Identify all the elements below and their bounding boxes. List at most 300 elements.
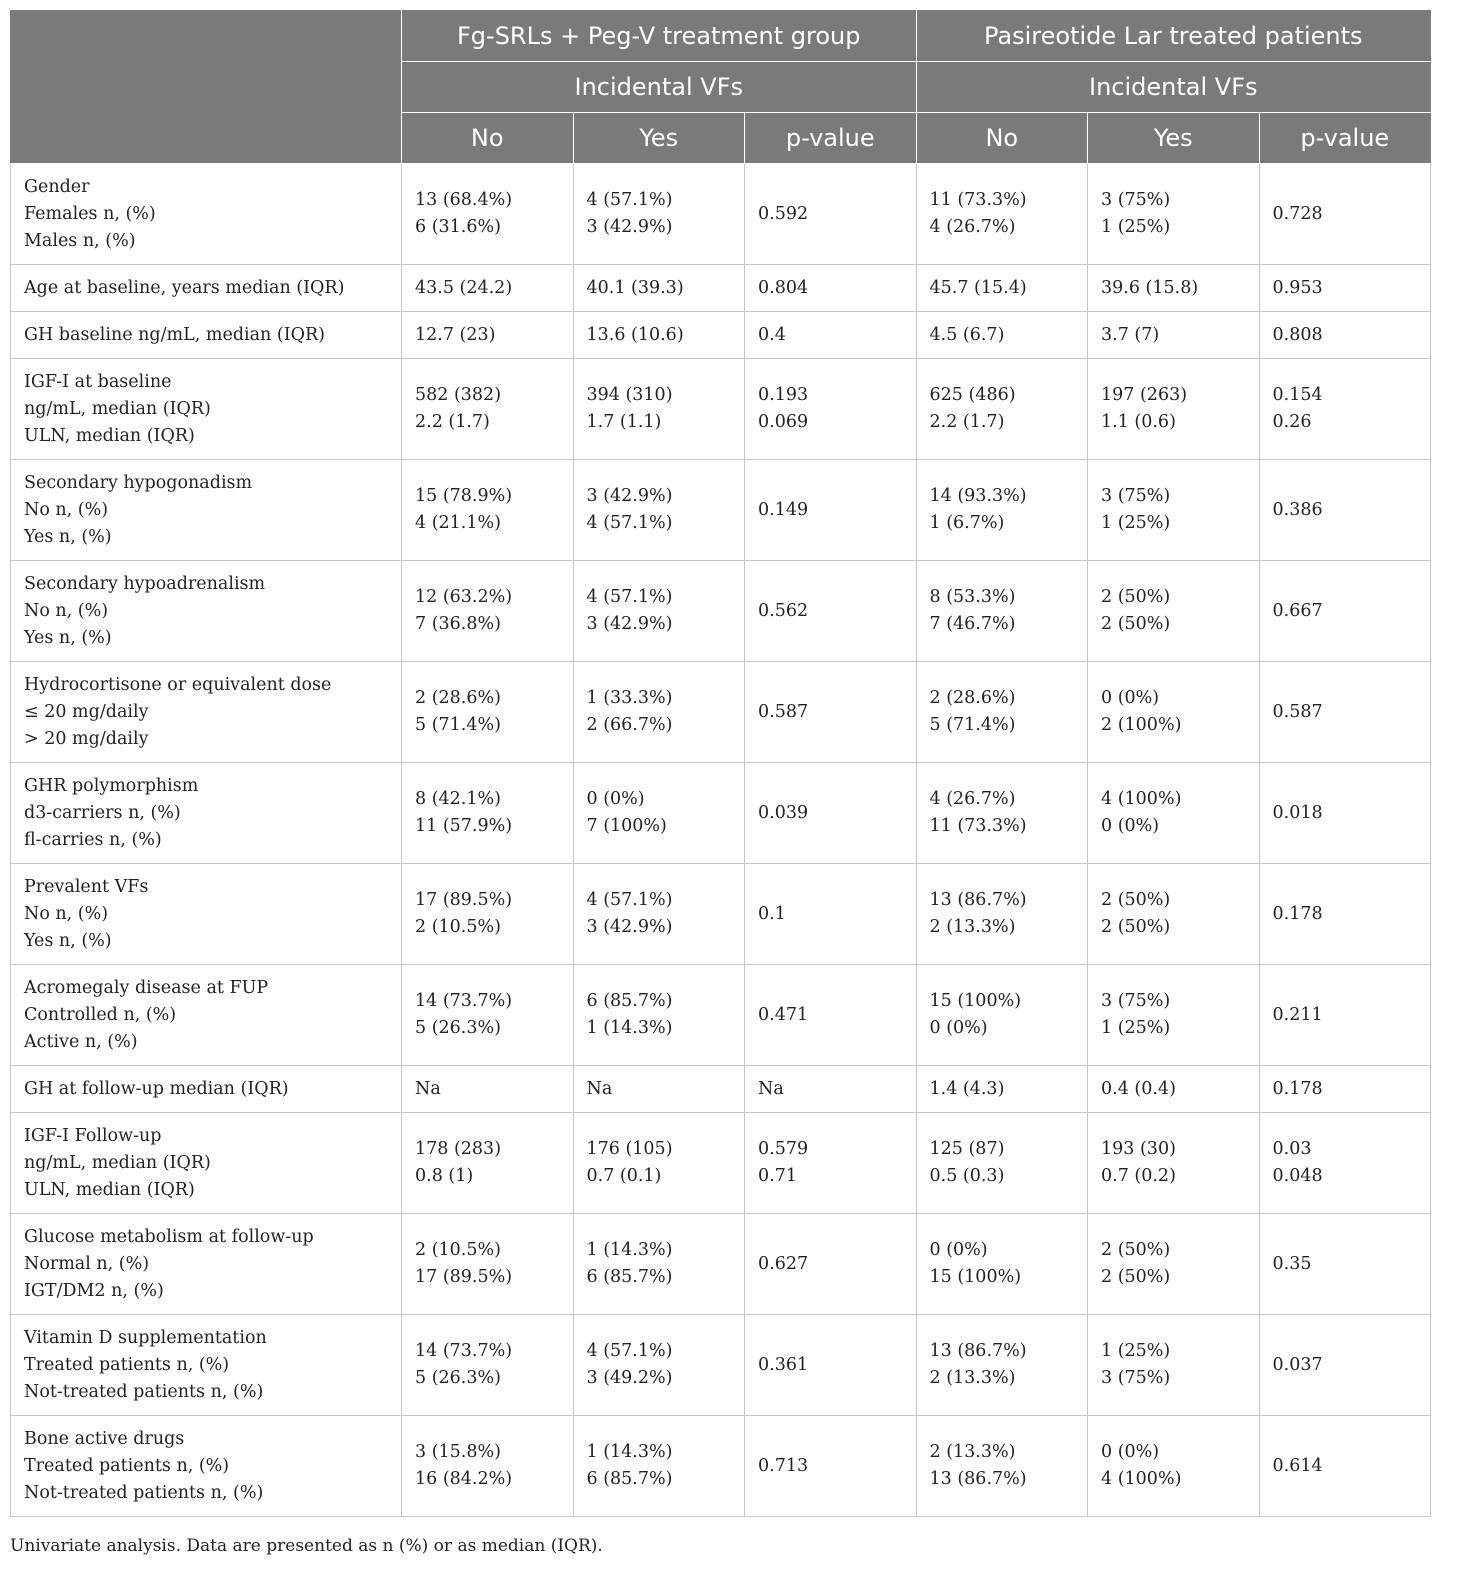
cell-value: 394 (310) bbox=[586, 385, 673, 405]
cell-value: 0.71 bbox=[758, 1166, 797, 1186]
cell-pas-pvalue bbox=[1259, 864, 1431, 965]
header-col-yes-1: Yes bbox=[573, 113, 745, 164]
cell-value: 13 (86.7%) bbox=[929, 890, 1027, 910]
cell-value: 1.7 (1.1) bbox=[586, 412, 662, 432]
cell-value: 4 (57.1%) bbox=[586, 513, 673, 533]
cell-value: 0.579 bbox=[758, 1139, 809, 1159]
cell-fg-pvalue bbox=[745, 265, 917, 312]
cell-value: 0.03 bbox=[1272, 1139, 1312, 1159]
cell-fg-pvalue bbox=[745, 164, 917, 265]
cell-pas-yes bbox=[1088, 1315, 1260, 1416]
cell-value: 4 (26.7%) bbox=[929, 217, 1016, 237]
cell-pas-pvalue bbox=[1259, 1214, 1431, 1315]
row-label-line: Vitamin D supplementation bbox=[24, 1327, 267, 1348]
cell-value: 11 (73.3%) bbox=[929, 190, 1027, 210]
cell-value: 2 (13.3%) bbox=[929, 917, 1016, 937]
cell-value: 2 (50%) bbox=[1101, 890, 1171, 910]
cell-fg-pvalue bbox=[745, 1066, 917, 1113]
cell-pas-pvalue bbox=[1259, 460, 1431, 561]
cell-fg-yes bbox=[573, 1315, 745, 1416]
cell-pas-pvalue bbox=[1259, 312, 1431, 359]
cell-value: 0.7 (0.1) bbox=[586, 1166, 662, 1186]
cell-value: 4 (57.1%) bbox=[586, 587, 673, 607]
cell-pas-pvalue bbox=[1259, 1066, 1431, 1113]
row-label-line: IGT/DM2 n, (%) bbox=[24, 1280, 164, 1301]
cell-pas-no bbox=[916, 1066, 1088, 1113]
cell-pas-yes bbox=[1088, 763, 1260, 864]
row-label-line: Yes n, (%) bbox=[24, 526, 112, 547]
cell-value: 8 (53.3%) bbox=[929, 587, 1016, 607]
cell-pas-pvalue bbox=[1259, 164, 1431, 265]
cell-pas-no bbox=[916, 763, 1088, 864]
cell-value: 1 (14.3%) bbox=[586, 1240, 673, 1260]
row-label bbox=[11, 662, 402, 763]
cell-value: 7 (46.7%) bbox=[929, 614, 1016, 634]
cell-value: 3 (42.9%) bbox=[586, 917, 673, 937]
cell-value: 3 (75%) bbox=[1101, 190, 1171, 210]
cell-fg-no bbox=[402, 965, 574, 1066]
cell-pas-no bbox=[916, 1315, 1088, 1416]
row-label bbox=[11, 359, 402, 460]
table-row bbox=[11, 1315, 1431, 1416]
cell-value: 15 (100%) bbox=[929, 1267, 1022, 1287]
row-label-line: Females n, (%) bbox=[24, 203, 156, 224]
table-row bbox=[11, 312, 1431, 359]
row-label-line: GH baseline ng/mL, median (IQR) bbox=[24, 324, 325, 345]
cell-pas-no bbox=[916, 265, 1088, 312]
cell-value: 2 (10.5%) bbox=[415, 917, 501, 937]
cell-pas-yes bbox=[1088, 1416, 1260, 1517]
cell-fg-pvalue bbox=[745, 1315, 917, 1416]
cell-pas-no bbox=[916, 312, 1088, 359]
cell-fg-yes bbox=[573, 164, 745, 265]
results-table bbox=[10, 10, 1431, 1517]
cell-value: 3 (75%) bbox=[1101, 991, 1171, 1011]
cell-value: 39.6 (15.8) bbox=[1101, 277, 1199, 298]
cell-fg-yes bbox=[573, 561, 745, 662]
cell-pas-pvalue bbox=[1259, 359, 1431, 460]
cell-pas-pvalue bbox=[1259, 265, 1431, 312]
cell-value: 0.562 bbox=[758, 600, 809, 621]
cell-fg-no bbox=[402, 265, 574, 312]
table-row bbox=[11, 164, 1431, 265]
cell-value: 6 (85.7%) bbox=[586, 1267, 673, 1287]
cell-value: 0.4 bbox=[758, 324, 786, 345]
cell-value: 0.178 bbox=[1272, 1078, 1323, 1099]
cell-value: 14 (93.3%) bbox=[929, 486, 1027, 506]
cell-value: 15 (100%) bbox=[929, 991, 1022, 1011]
row-label-line: Males n, (%) bbox=[24, 230, 136, 251]
header-group-2: Pasireotide Lar treated patients bbox=[916, 11, 1431, 62]
cell-pas-yes bbox=[1088, 1066, 1260, 1113]
row-label-line: Treated patients n, (%) bbox=[24, 1455, 230, 1476]
cell-value: 6 (85.7%) bbox=[586, 1469, 673, 1489]
row-label-line: Glucose metabolism at follow-up bbox=[24, 1226, 314, 1247]
table-row bbox=[11, 460, 1431, 561]
cell-value: 0.178 bbox=[1272, 903, 1323, 924]
cell-value: 0.4 (0.4) bbox=[1101, 1078, 1176, 1099]
cell-value: 1 (25%) bbox=[1101, 1018, 1171, 1038]
cell-value: 11 (73.3%) bbox=[929, 816, 1027, 836]
row-label bbox=[11, 1066, 402, 1113]
cell-value: 0.713 bbox=[758, 1455, 809, 1476]
row-label-line: Secondary hypogonadism bbox=[24, 472, 253, 493]
cell-value: 4.5 (6.7) bbox=[929, 324, 1005, 345]
header-col-yes-2: Yes bbox=[1088, 113, 1260, 164]
cell-value: 625 (486) bbox=[929, 385, 1016, 405]
cell-value: 1.1 (0.6) bbox=[1101, 412, 1176, 432]
row-label bbox=[11, 312, 402, 359]
header-subgroup-1: Incidental VFs bbox=[402, 62, 917, 113]
cell-value: 2 (50%) bbox=[1101, 917, 1171, 937]
cell-value: 0.26 bbox=[1272, 412, 1312, 432]
cell-fg-no bbox=[402, 1416, 574, 1517]
cell-pas-pvalue bbox=[1259, 1315, 1431, 1416]
cell-pas-pvalue bbox=[1259, 965, 1431, 1066]
cell-value: 16 (84.2%) bbox=[415, 1469, 513, 1489]
row-label-line: Active n, (%) bbox=[24, 1031, 138, 1052]
cell-fg-no bbox=[402, 763, 574, 864]
cell-value: 0.953 bbox=[1272, 277, 1323, 298]
cell-value: 0.587 bbox=[758, 701, 809, 722]
cell-pas-yes bbox=[1088, 164, 1260, 265]
cell-pas-no bbox=[916, 460, 1088, 561]
row-label bbox=[11, 561, 402, 662]
cell-value: 3 (15.8%) bbox=[415, 1442, 501, 1462]
row-label-line: > 20 mg/daily bbox=[24, 728, 149, 749]
row-label bbox=[11, 460, 402, 561]
cell-value: 3 (42.9%) bbox=[586, 614, 673, 634]
cell-value: 2 (66.7%) bbox=[586, 715, 673, 735]
cell-pas-no bbox=[916, 164, 1088, 265]
cell-fg-pvalue bbox=[745, 662, 917, 763]
cell-value: 3 (75%) bbox=[1101, 486, 1171, 506]
row-label bbox=[11, 864, 402, 965]
cell-fg-pvalue bbox=[745, 1416, 917, 1517]
row-label-line: IGF-I Follow-up bbox=[24, 1125, 162, 1146]
cell-fg-no bbox=[402, 460, 574, 561]
cell-value: 13.6 (10.6) bbox=[586, 324, 684, 345]
row-label-line: Yes n, (%) bbox=[24, 930, 112, 951]
cell-value: 1 (14.3%) bbox=[586, 1018, 673, 1038]
cell-fg-yes bbox=[573, 662, 745, 763]
header-subgroup-2: Incidental VFs bbox=[916, 62, 1431, 113]
cell-value: 2.2 (1.7) bbox=[929, 412, 1005, 432]
cell-value: 2 (13.3%) bbox=[929, 1442, 1016, 1462]
row-label-line: No n, (%) bbox=[24, 903, 109, 924]
cell-pas-yes bbox=[1088, 864, 1260, 965]
cell-pas-yes bbox=[1088, 359, 1260, 460]
cell-pas-yes bbox=[1088, 265, 1260, 312]
cell-value: 13 (86.7%) bbox=[929, 1469, 1027, 1489]
cell-value: 0.069 bbox=[758, 412, 809, 432]
cell-pas-pvalue bbox=[1259, 763, 1431, 864]
cell-value: 0.361 bbox=[758, 1354, 809, 1375]
cell-fg-yes bbox=[573, 864, 745, 965]
cell-value: 1 (25%) bbox=[1101, 1341, 1171, 1361]
row-label-line: ng/mL, median (IQR) bbox=[24, 398, 211, 419]
cell-value: Na bbox=[415, 1078, 441, 1099]
table-row bbox=[11, 864, 1431, 965]
cell-value: 4 (100%) bbox=[1101, 1469, 1182, 1489]
cell-fg-yes bbox=[573, 1416, 745, 1517]
row-label-line: Not-treated patients n, (%) bbox=[24, 1482, 264, 1503]
cell-value: 0.037 bbox=[1272, 1354, 1323, 1375]
row-label-line: d3-carriers n, (%) bbox=[24, 802, 181, 823]
cell-value: 0.5 (0.3) bbox=[929, 1166, 1005, 1186]
cell-value: 0.193 bbox=[758, 385, 809, 405]
cell-value: 0.627 bbox=[758, 1253, 809, 1274]
table-row bbox=[11, 1066, 1431, 1113]
cell-value: 17 (89.5%) bbox=[415, 890, 513, 910]
cell-value: 1 (25%) bbox=[1101, 513, 1171, 533]
cell-value: 2 (50%) bbox=[1101, 614, 1171, 634]
row-label-line: Hydrocortisone or equivalent dose bbox=[24, 674, 332, 695]
cell-value: 0.592 bbox=[758, 203, 809, 224]
cell-value: 1.4 (4.3) bbox=[929, 1078, 1005, 1099]
cell-value: 14 (73.7%) bbox=[415, 991, 513, 1011]
cell-pas-yes bbox=[1088, 662, 1260, 763]
cell-value: 0.35 bbox=[1272, 1253, 1312, 1274]
cell-value: 2 (28.6%) bbox=[929, 688, 1016, 708]
table-row bbox=[11, 561, 1431, 662]
cell-pas-pvalue bbox=[1259, 1113, 1431, 1214]
cell-value: 582 (382) bbox=[415, 385, 502, 405]
row-label-line: IGF-I at baseline bbox=[24, 371, 172, 392]
table-body bbox=[11, 164, 1431, 1517]
row-label-line: Age at baseline, years median (IQR) bbox=[24, 277, 345, 298]
cell-value: Na bbox=[758, 1078, 784, 1099]
cell-pas-yes bbox=[1088, 561, 1260, 662]
cell-value: 6 (85.7%) bbox=[586, 991, 673, 1011]
header-col-no-1: No bbox=[402, 113, 574, 164]
row-label-line: ng/mL, median (IQR) bbox=[24, 1152, 211, 1173]
cell-value: 43.5 (24.2) bbox=[415, 277, 513, 298]
cell-fg-no bbox=[402, 1214, 574, 1315]
cell-value: 2 (50%) bbox=[1101, 1240, 1171, 1260]
cell-value: 2 (50%) bbox=[1101, 1267, 1171, 1287]
cell-value: 5 (26.3%) bbox=[415, 1368, 501, 1388]
cell-value: 4 (21.1%) bbox=[415, 513, 501, 533]
row-label bbox=[11, 1315, 402, 1416]
table-row bbox=[11, 1416, 1431, 1517]
cell-value: Na bbox=[586, 1078, 613, 1099]
cell-value: 5 (71.4%) bbox=[929, 715, 1016, 735]
cell-fg-pvalue bbox=[745, 312, 917, 359]
cell-fg-yes bbox=[573, 965, 745, 1066]
table-row bbox=[11, 763, 1431, 864]
cell-value: 0.386 bbox=[1272, 499, 1323, 520]
cell-value: 3.7 (7) bbox=[1101, 324, 1160, 345]
cell-value: 1 (6.7%) bbox=[929, 513, 1005, 533]
row-label-line: Acromegaly disease at FUP bbox=[24, 977, 269, 998]
cell-fg-no bbox=[402, 662, 574, 763]
cell-value: 0.039 bbox=[758, 802, 809, 823]
cell-value: 17 (89.5%) bbox=[415, 1267, 513, 1287]
table-footnote: Univariate analysis. Data are presented as n (%) or as median (IQR). bbox=[10, 1536, 603, 1556]
row-label bbox=[11, 1214, 402, 1315]
cell-value: 2 (10.5%) bbox=[415, 1240, 501, 1260]
cell-fg-no bbox=[402, 561, 574, 662]
cell-fg-yes bbox=[573, 359, 745, 460]
cell-value: 13 (68.4%) bbox=[415, 190, 513, 210]
cell-value: 7 (100%) bbox=[586, 816, 667, 836]
cell-value: 0.211 bbox=[1272, 1004, 1323, 1025]
cell-value: 178 (283) bbox=[415, 1139, 502, 1159]
cell-value: 125 (87) bbox=[929, 1139, 1005, 1159]
row-label bbox=[11, 763, 402, 864]
cell-value: 0.808 bbox=[1272, 324, 1323, 345]
cell-pas-pvalue bbox=[1259, 561, 1431, 662]
row-label-line: No n, (%) bbox=[24, 499, 109, 520]
cell-value: 15 (78.9%) bbox=[415, 486, 513, 506]
header-col-pvalue-1: p-value bbox=[745, 113, 917, 164]
cell-fg-pvalue bbox=[745, 460, 917, 561]
row-label-line: Normal n, (%) bbox=[24, 1253, 150, 1274]
cell-pas-pvalue bbox=[1259, 662, 1431, 763]
cell-fg-no bbox=[402, 164, 574, 265]
cell-value: 0.804 bbox=[758, 277, 809, 298]
row-label-line: Prevalent VFs bbox=[24, 876, 149, 897]
table-row bbox=[11, 1214, 1431, 1315]
cell-value: 2.2 (1.7) bbox=[415, 412, 490, 432]
row-label-line: fl-carries n, (%) bbox=[24, 829, 162, 850]
cell-pas-no bbox=[916, 359, 1088, 460]
cell-value: 12.7 (23) bbox=[415, 324, 496, 345]
cell-value: 3 (42.9%) bbox=[586, 217, 673, 237]
cell-pas-yes bbox=[1088, 1214, 1260, 1315]
row-label bbox=[11, 965, 402, 1066]
cell-value: 4 (57.1%) bbox=[586, 890, 673, 910]
cell-value: 12 (63.2%) bbox=[415, 587, 513, 607]
cell-fg-no bbox=[402, 1113, 574, 1214]
row-label-line: ≤ 20 mg/daily bbox=[24, 701, 149, 722]
table-row bbox=[11, 1113, 1431, 1214]
cell-fg-pvalue bbox=[745, 561, 917, 662]
table-row bbox=[11, 359, 1431, 460]
row-label bbox=[11, 1416, 402, 1517]
cell-value: 2 (28.6%) bbox=[415, 688, 501, 708]
cell-value: 0 (0%) bbox=[1101, 688, 1160, 708]
header-col-no-2: No bbox=[916, 113, 1088, 164]
cell-fg-no bbox=[402, 1315, 574, 1416]
cell-value: 0 (0%) bbox=[929, 1240, 988, 1260]
cell-pas-yes bbox=[1088, 1113, 1260, 1214]
cell-value: 176 (105) bbox=[586, 1139, 673, 1159]
table-row bbox=[11, 662, 1431, 763]
cell-value: 8 (42.1%) bbox=[415, 789, 501, 809]
cell-value: 4 (57.1%) bbox=[586, 1341, 673, 1361]
cell-value: 0 (0%) bbox=[1101, 816, 1160, 836]
cell-fg-yes bbox=[573, 460, 745, 561]
cell-fg-no bbox=[402, 312, 574, 359]
cell-fg-yes bbox=[573, 1066, 745, 1113]
row-label bbox=[11, 1113, 402, 1214]
row-label-line: GHR polymorphism bbox=[24, 775, 199, 796]
cell-value: 0 (0%) bbox=[586, 789, 645, 809]
cell-value: 0 (0%) bbox=[1101, 1442, 1160, 1462]
cell-value: 0.048 bbox=[1272, 1166, 1323, 1186]
cell-pas-no bbox=[916, 965, 1088, 1066]
cell-pas-no bbox=[916, 864, 1088, 965]
row-label-line: ULN, median (IQR) bbox=[24, 425, 195, 446]
row-label bbox=[11, 164, 402, 265]
row-label-line: Bone active drugs bbox=[24, 1428, 185, 1449]
cell-value: 0.471 bbox=[758, 1004, 809, 1025]
cell-value: 0.1 bbox=[758, 903, 786, 924]
table-container bbox=[10, 10, 1431, 1517]
cell-fg-yes bbox=[573, 763, 745, 864]
cell-value: 1 (25%) bbox=[1101, 217, 1171, 237]
row-label-line: Secondary hypoadrenalism bbox=[24, 573, 266, 594]
cell-fg-pvalue bbox=[745, 359, 917, 460]
cell-fg-no bbox=[402, 359, 574, 460]
cell-value: 13 (86.7%) bbox=[929, 1341, 1027, 1361]
cell-fg-no bbox=[402, 1066, 574, 1113]
cell-value: 14 (73.7%) bbox=[415, 1341, 513, 1361]
cell-pas-yes bbox=[1088, 965, 1260, 1066]
cell-pas-no bbox=[916, 1416, 1088, 1517]
cell-fg-pvalue bbox=[745, 1113, 917, 1214]
cell-value: 0.614 bbox=[1272, 1455, 1323, 1476]
cell-value: 40.1 (39.3) bbox=[586, 277, 684, 298]
cell-pas-no bbox=[916, 662, 1088, 763]
cell-fg-yes bbox=[573, 265, 745, 312]
row-label-line: GH at follow-up median (IQR) bbox=[24, 1078, 289, 1099]
row-label-line: Treated patients n, (%) bbox=[24, 1354, 230, 1375]
cell-value: 0.149 bbox=[758, 499, 809, 520]
cell-value: 1 (14.3%) bbox=[586, 1442, 673, 1462]
row-label-line: Not-treated patients n, (%) bbox=[24, 1381, 264, 1402]
cell-fg-yes bbox=[573, 312, 745, 359]
cell-value: 5 (26.3%) bbox=[415, 1018, 501, 1038]
cell-value: 3 (42.9%) bbox=[586, 486, 673, 506]
cell-value: 2 (13.3%) bbox=[929, 1368, 1016, 1388]
cell-pas-no bbox=[916, 1113, 1088, 1214]
cell-pas-no bbox=[916, 561, 1088, 662]
cell-fg-pvalue bbox=[745, 864, 917, 965]
cell-value: 1 (33.3%) bbox=[586, 688, 673, 708]
cell-value: 7 (36.8%) bbox=[415, 614, 501, 634]
cell-fg-pvalue bbox=[745, 965, 917, 1066]
cell-pas-no bbox=[916, 1214, 1088, 1315]
cell-value: 193 (30) bbox=[1101, 1139, 1176, 1159]
cell-fg-no bbox=[402, 864, 574, 965]
cell-value: 3 (49.2%) bbox=[586, 1368, 673, 1388]
cell-fg-pvalue bbox=[745, 763, 917, 864]
cell-value: 45.7 (15.4) bbox=[929, 277, 1027, 298]
cell-value: 0.587 bbox=[1272, 701, 1323, 722]
cell-value: 4 (26.7%) bbox=[929, 789, 1016, 809]
cell-value: 0.018 bbox=[1272, 802, 1323, 823]
row-label-line: Yes n, (%) bbox=[24, 627, 112, 648]
cell-value: 6 (31.6%) bbox=[415, 217, 501, 237]
cell-value: 0.154 bbox=[1272, 385, 1323, 405]
cell-value: 11 (57.9%) bbox=[415, 816, 513, 836]
cell-value: 0 (0%) bbox=[929, 1018, 988, 1038]
row-label-line: ULN, median (IQR) bbox=[24, 1179, 195, 1200]
header-group-1: Fg-SRLs + Peg-V treatment group bbox=[402, 11, 917, 62]
cell-fg-pvalue bbox=[745, 1214, 917, 1315]
row-label-line: Gender bbox=[24, 176, 90, 197]
row-label-line: No n, (%) bbox=[24, 600, 109, 621]
cell-value: 0.728 bbox=[1272, 203, 1323, 224]
cell-value: 3 (75%) bbox=[1101, 1368, 1171, 1388]
cell-fg-yes bbox=[573, 1214, 745, 1315]
header-col-pvalue-2: p-value bbox=[1259, 113, 1431, 164]
cell-value: 2 (100%) bbox=[1101, 715, 1182, 735]
table-row bbox=[11, 265, 1431, 312]
